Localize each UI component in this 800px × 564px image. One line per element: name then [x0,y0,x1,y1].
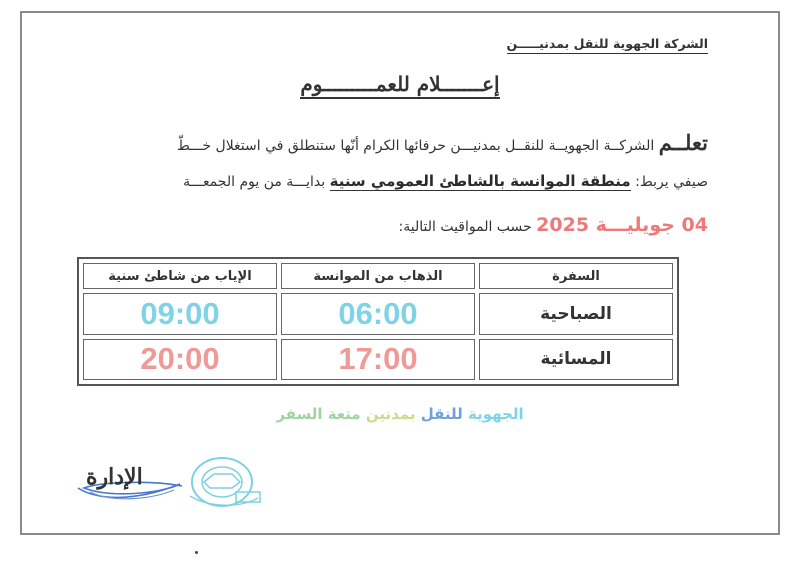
evening-departure-time: 17:00 [281,339,475,381]
administration-signature: الإدارة [86,464,143,490]
slogan-part-4: متعة السفر [276,405,366,423]
route-name: منطقة الموانسة بالشاطئ العمومي سنية [329,172,631,190]
morning-departure-time: 06:00 [281,293,475,335]
start-date: 04 جويليـــة 2025 [536,214,708,236]
company-name: الشركة الجهوية للنقل بمدنيـــــن [507,36,708,54]
announcement-line-1 [177,130,708,155]
schedule-header-row [83,263,673,289]
announcement-line-2-start: صيفي يربط: [630,174,708,190]
announcement-line-3 [399,214,708,236]
slogan [0,405,800,423]
schedule-table [77,257,679,386]
header-trip: السفرة [479,263,673,289]
slogan-part-3: بمدنين [365,405,421,423]
table-row [83,293,673,335]
header-return: الإياب من شاطئ سنية [83,263,277,289]
slogan-part-2: للنقل [420,405,469,423]
slogan-part-1: الجهوية [468,405,524,423]
header-departure: الذهاب من الموانسة [281,263,475,289]
notice-title [0,72,800,96]
announcement-line-3-text: حسب المواقيت التالية: [398,219,537,235]
company-stamp-icon [180,452,264,512]
evening-return-time: 20:00 [83,339,277,381]
scan-speck [195,551,198,554]
morning-return-time: 09:00 [83,293,277,335]
announcement-lead-word: تعلــم [658,130,708,155]
announcement-line-2-end: بدايـــة من يوم الجمعـــة [183,174,330,190]
row-label-morning: الصباحية [479,293,673,335]
row-label-evening: المسائية [479,339,673,381]
announcement-line-1-text: الشركــة الجهويــة للنقــل بمدنيـــن حرفائها الكرام أنّها ستنطلق في استغلال خـــطّ [176,138,659,154]
table-row [83,339,673,381]
announcement-line-2 [183,172,708,190]
notice-title-text: إعـــــــلام للعمـــــــــوم [300,72,499,99]
